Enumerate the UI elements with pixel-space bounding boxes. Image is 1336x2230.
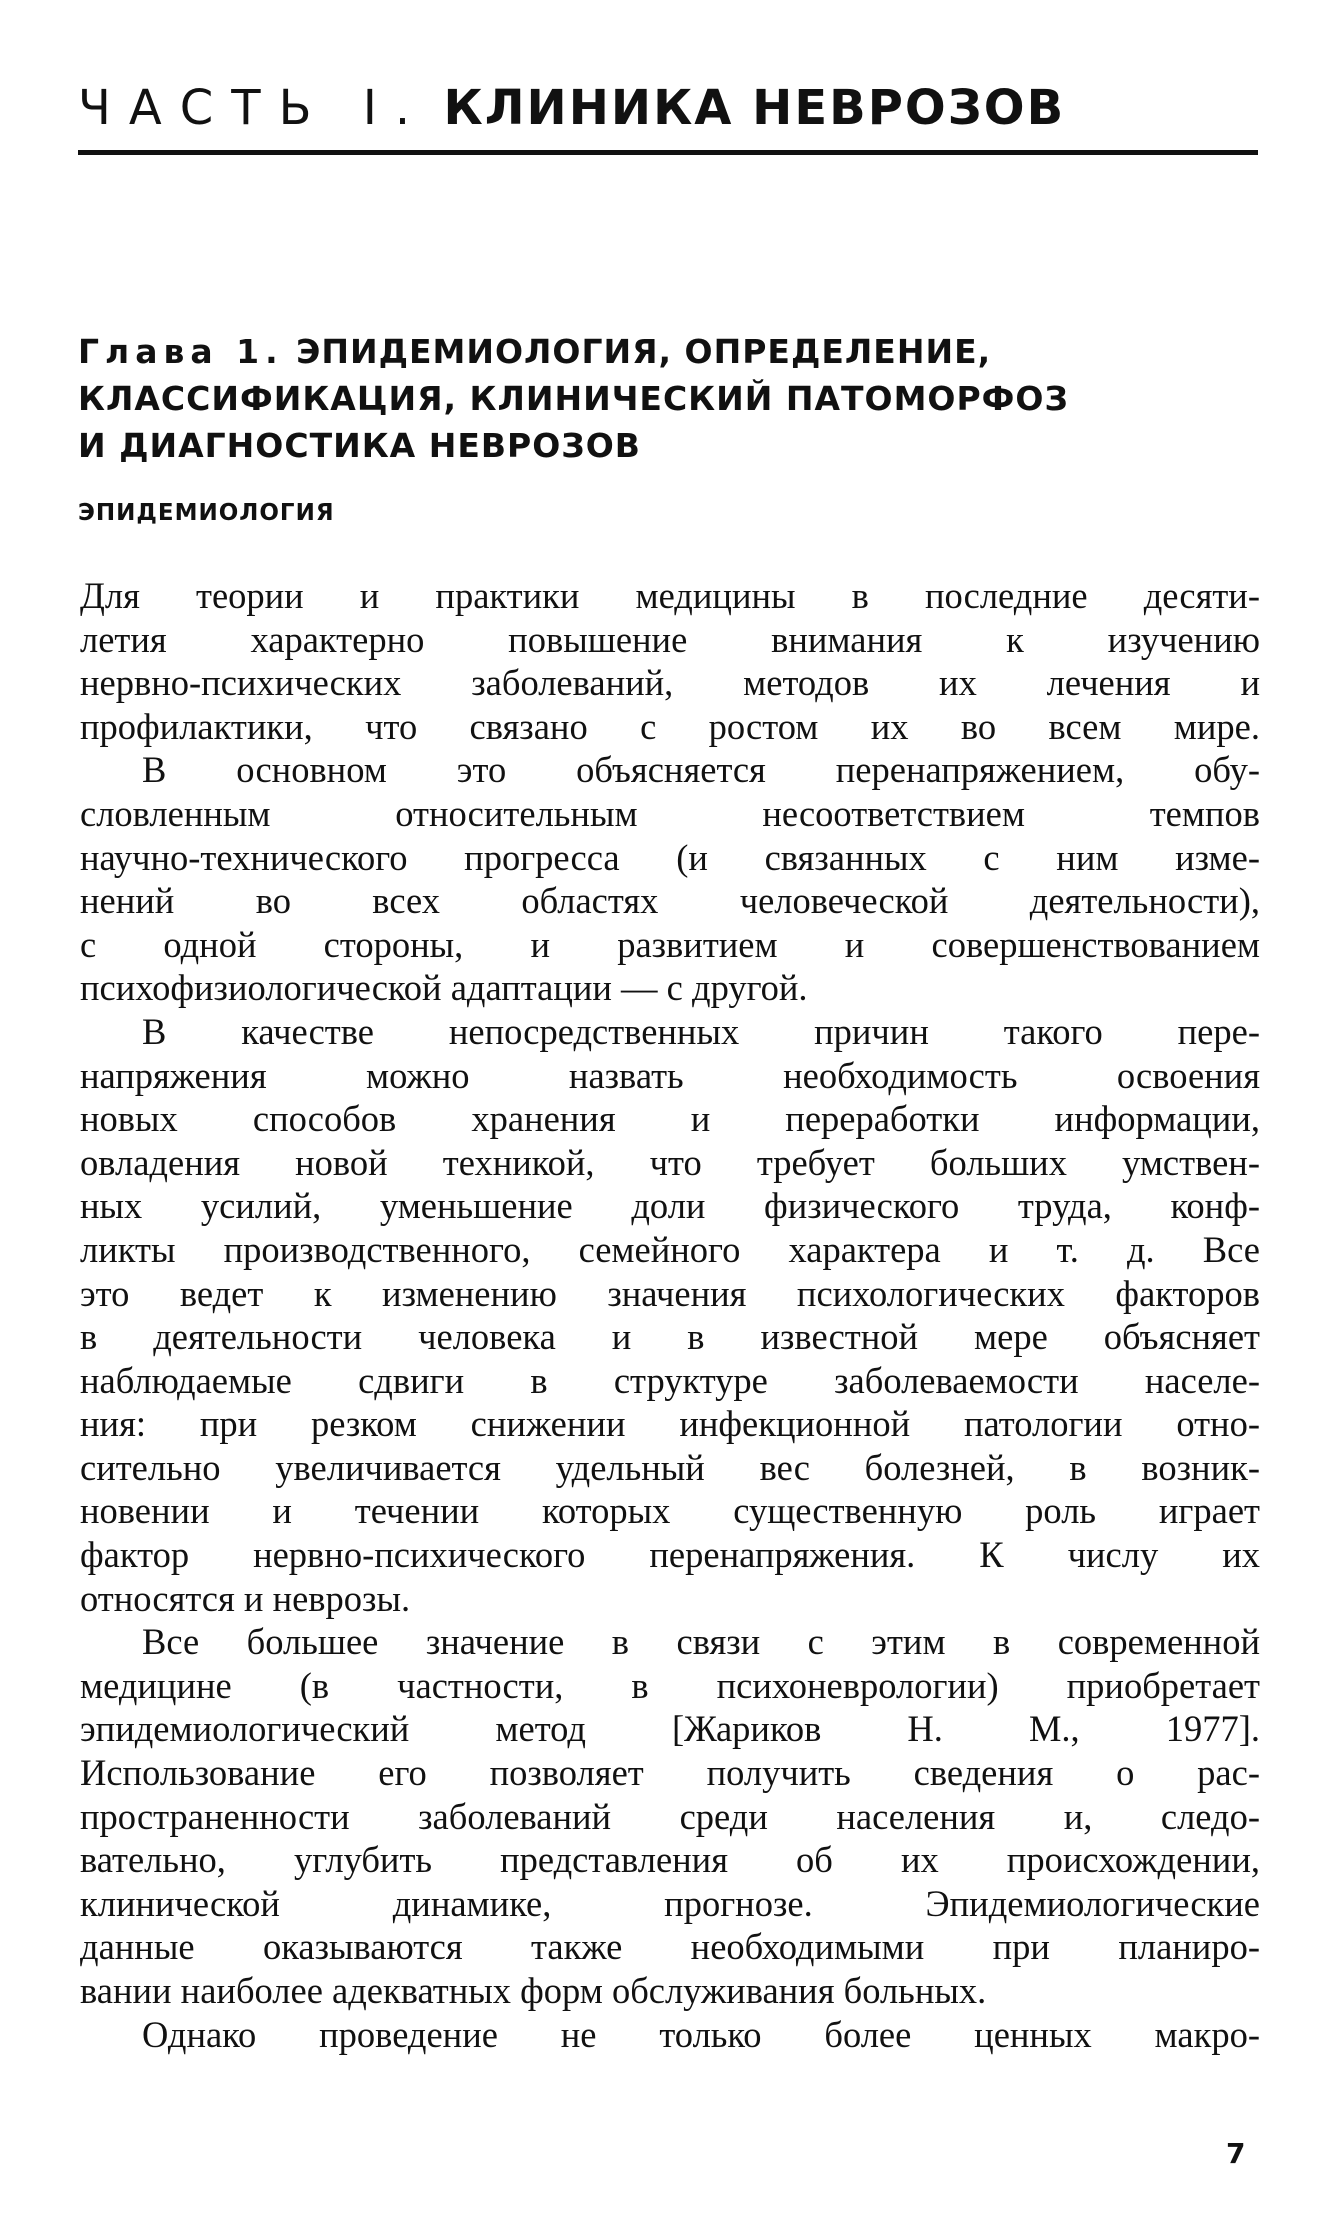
- page-number: 7: [1226, 2137, 1246, 2170]
- paragraph: [80, 748, 1260, 1010]
- part-header-rule: [78, 150, 1258, 155]
- text-line: это ведет к изменению значения психологических факторов: [80, 1272, 1260, 1314]
- text-line: наблюдаемые сдвиги в структуре заболеваемости населе-: [80, 1359, 1260, 1401]
- chapter-heading: [78, 328, 1258, 469]
- text-line: напряжения можно назвать необходимость освоения: [80, 1054, 1260, 1096]
- text-line: фактор нервно-психического перенапряжения. К числу их: [80, 1534, 1260, 1576]
- part-header: [78, 78, 1258, 138]
- text-line: профилактики, что связано с ростом их во всем мире.: [80, 705, 1260, 747]
- chapter-label: Глава 1.: [78, 332, 284, 371]
- chapter-title-line: КЛАССИФИКАЦИЯ, КЛИНИЧЕСКИЙ ПАТОМОРФОЗ: [78, 379, 1069, 418]
- text-line: Однако проведение не только более ценных макро-: [142, 2013, 1260, 2055]
- part-label: ЧАСТЬ I.: [78, 80, 429, 136]
- text-line: вательно, углубить представления об их происхождении,: [80, 1839, 1260, 1881]
- text-line: новых способов хранения и переработки информации,: [80, 1098, 1260, 1140]
- text-line: Использование его позволяет получить сведения о рас-: [80, 1752, 1260, 1794]
- text-line: В основном это объясняется перенапряжением, обу-: [142, 749, 1260, 791]
- text-line: ликты производственного, семейного характера и т. д. Все: [80, 1228, 1260, 1270]
- text-line: вании наиболее адекватных форм обслуживания больных.: [80, 1970, 987, 2011]
- text-line: Для теории и практики медицины в последние десяти-: [80, 575, 1260, 616]
- chapter-title-line: И ДИАГНОСТИКА НЕВРОЗОВ: [78, 426, 641, 465]
- text-line: в деятельности человека и в известной мере объясняет: [80, 1316, 1260, 1358]
- text-line: медицине (в частности, в психоневрологии) приобретает: [80, 1664, 1260, 1706]
- text-line: ных усилий, уменьшение доли физического труда, конф-: [80, 1185, 1260, 1227]
- text-line: с одной стороны, и развитием и совершенствованием: [80, 923, 1260, 965]
- text-line: словленным относительным несоответствием темпов: [80, 792, 1260, 834]
- paragraph: [80, 1010, 1260, 1620]
- text-line: данные оказываются также необходимыми при планиро-: [80, 1926, 1260, 1968]
- text-line: психофизиологической адаптации — с другой.: [80, 967, 808, 1009]
- text-line: пространенности заболеваний среди населения и, следо-: [80, 1795, 1260, 1837]
- part-title: КЛИНИКА НЕВРОЗОВ: [443, 80, 1066, 136]
- text-line: летия характерно повышение внимания к изучению: [80, 618, 1260, 660]
- text-line: Все большее значение в связи с этим в современной: [142, 1621, 1260, 1663]
- chapter-heading-line-1: [78, 328, 1258, 375]
- text-line: сительно увеличивается удельный вес болезней, в возник-: [80, 1446, 1260, 1488]
- section-heading: ЭПИДЕМИОЛОГИЯ: [78, 500, 335, 526]
- paragraph: [80, 1620, 1260, 2012]
- text-line: нений во всех областях человеческой деятельности),: [80, 880, 1260, 922]
- text-line: ния: при резком снижении инфекционной патологии отно-: [80, 1403, 1260, 1445]
- text-line: клинической динамике, прогнозе. Эпидемиологические: [80, 1882, 1260, 1924]
- text-line: овладения новой техникой, что требует больших умствен-: [80, 1141, 1260, 1183]
- chapter-title-line: ЭПИДЕМИОЛОГИЯ, ОПРЕДЕЛЕНИЕ,: [296, 332, 992, 371]
- body-text: [80, 574, 1260, 2056]
- text-line: новении и течении которых существенную роль играет: [80, 1490, 1260, 1532]
- text-line: научно-технического прогресса (и связанных с ним изме-: [80, 836, 1260, 878]
- text-line: В качестве непосредственных причин такого пере-: [142, 1010, 1260, 1052]
- text-line: эпидемиологический метод [Жариков Н. М., 1977].: [80, 1708, 1260, 1750]
- text-line: нервно-психических заболеваний, методов их лечения и: [80, 662, 1260, 704]
- paragraph: [80, 574, 1260, 748]
- text-line: относятся и неврозы.: [80, 1577, 411, 1619]
- paragraph: [80, 2013, 1260, 2057]
